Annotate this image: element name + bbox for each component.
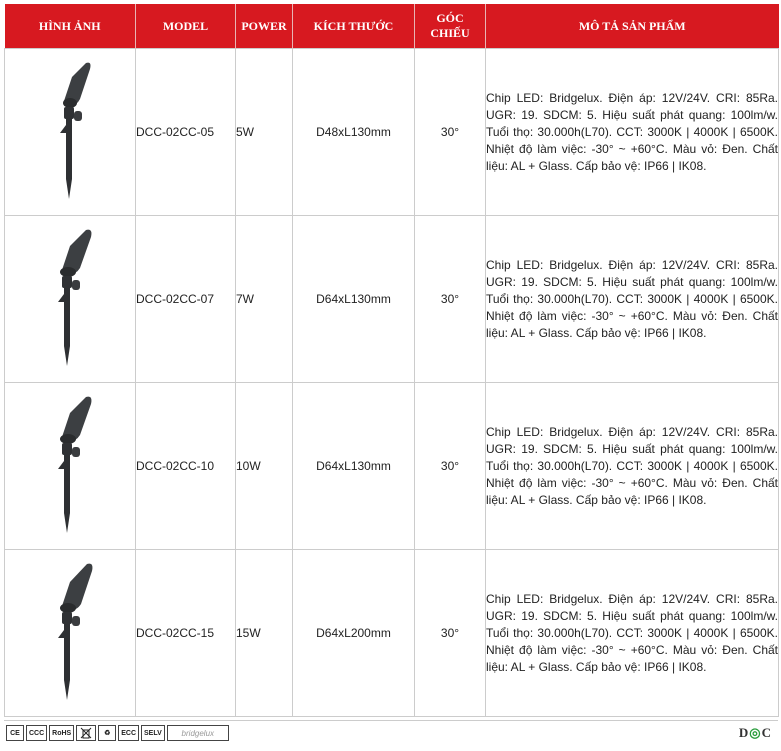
product-spec-table [4,4,779,717]
power-cell: 15W [236,550,293,717]
description-cell: Chip LED: Bridgelux. Điện áp: 12V/24V. CRI: 85Ra. UGR: 19. SDCM: 5. Hiệu suất phát quang: 100lm/w. Tuổi thọ: 30.000h(L70). CCT: 3000K | 4000K | 6500K. Nhiệt độ làm việc: -30° ~ +60°C. Màu vỏ: Đen. Chất liệu: AL + Glass. Cấp bảo vệ: IP66 | IK08. [486,550,779,717]
size-cell: D48xL130mm [293,49,415,216]
spike-light-image [40,57,100,207]
description-cell: Chip LED: Bridgelux. Điện áp: 12V/24V. CRI: 85Ra. UGR: 19. SDCM: 5. Hiệu suất phát quang: 100lm/w. Tuổi thọ: 30.000h(L70). CCT: 3000K | 4000K | 6500K. Nhiệt độ làm việc: -30° ~ +60°C. Màu vỏ: Đen. Chất liệu: AL + Glass. Cấp bảo vệ: IP66 | IK08. [486,216,779,383]
header-model: MODEL [136,4,236,49]
power-cell: 10W [236,383,293,550]
size-cell: D64xL130mm [293,216,415,383]
certification-logos [6,725,229,741]
spike-light-image [40,391,100,541]
header-angle: GÓC CHIẾU [415,4,486,49]
bridgelux-logo: bridgelux [167,725,229,741]
ccc-mark-icon: CCC [26,725,47,741]
table-row [5,49,779,216]
recycle-icon: ♻ [98,725,116,741]
brand-logo: D◎C [738,725,772,740]
ce-mark-icon: CE [6,725,24,741]
size-cell: D64xL200mm [293,550,415,717]
product-image-cell [5,383,136,550]
model-cell: DCC-02CC-10 [136,383,236,550]
angle-cell: 30° [415,550,486,717]
size-cell: D64xL130mm [293,383,415,550]
rohs-mark-icon: RoHS [49,725,74,741]
spike-light-image [40,224,100,374]
ecc-mark-icon: ECC [118,725,139,741]
weee-bin-icon [76,725,96,741]
product-image-cell [5,49,136,216]
footer-divider [4,720,778,721]
model-cell: DCC-02CC-07 [136,216,236,383]
spike-light-image [40,558,100,708]
power-cell: 5W [236,49,293,216]
header-size: KÍCH THƯỚC [293,4,415,49]
model-cell: DCC-02CC-05 [136,49,236,216]
description-cell: Chip LED: Bridgelux. Điện áp: 12V/24V. CRI: 85Ra. UGR: 19. SDCM: 5. Hiệu suất phát quang: 100lm/w. Tuổi thọ: 30.000h(L70). CCT: 3000K | 4000K | 6500K. Nhiệt độ làm việc: -30° ~ +60°C. Màu vỏ: Đen. Chất liệu: AL + Glass. Cấp bảo vệ: IP66 | IK08. [486,383,779,550]
footer [4,720,778,748]
selv-mark-icon: SELV [141,725,165,741]
power-cell: 7W [236,216,293,383]
description-cell: Chip LED: Bridgelux. Điện áp: 12V/24V. CRI: 85Ra. UGR: 19. SDCM: 5. Hiệu suất phát quang: 100lm/w. Tuổi thọ: 30.000h(L70). CCT: 3000K | 4000K | 6500K. Nhiệt độ làm việc: -30° ~ +60°C. Màu vỏ: Đen. Chất liệu: AL + Glass. Cấp bảo vệ: IP66 | IK08. [486,49,779,216]
header-power: POWER [236,4,293,49]
table-row [5,550,779,717]
table-header-row [5,4,779,49]
angle-cell: 30° [415,216,486,383]
product-image-cell [5,550,136,717]
angle-cell: 30° [415,49,486,216]
table-row [5,216,779,383]
header-image: HÌNH ẢNH [5,4,136,49]
table-row [5,383,779,550]
header-description: MÔ TẢ SẢN PHẨM [486,4,779,49]
model-cell: DCC-02CC-15 [136,550,236,717]
product-image-cell [5,216,136,383]
angle-cell: 30° [415,383,486,550]
